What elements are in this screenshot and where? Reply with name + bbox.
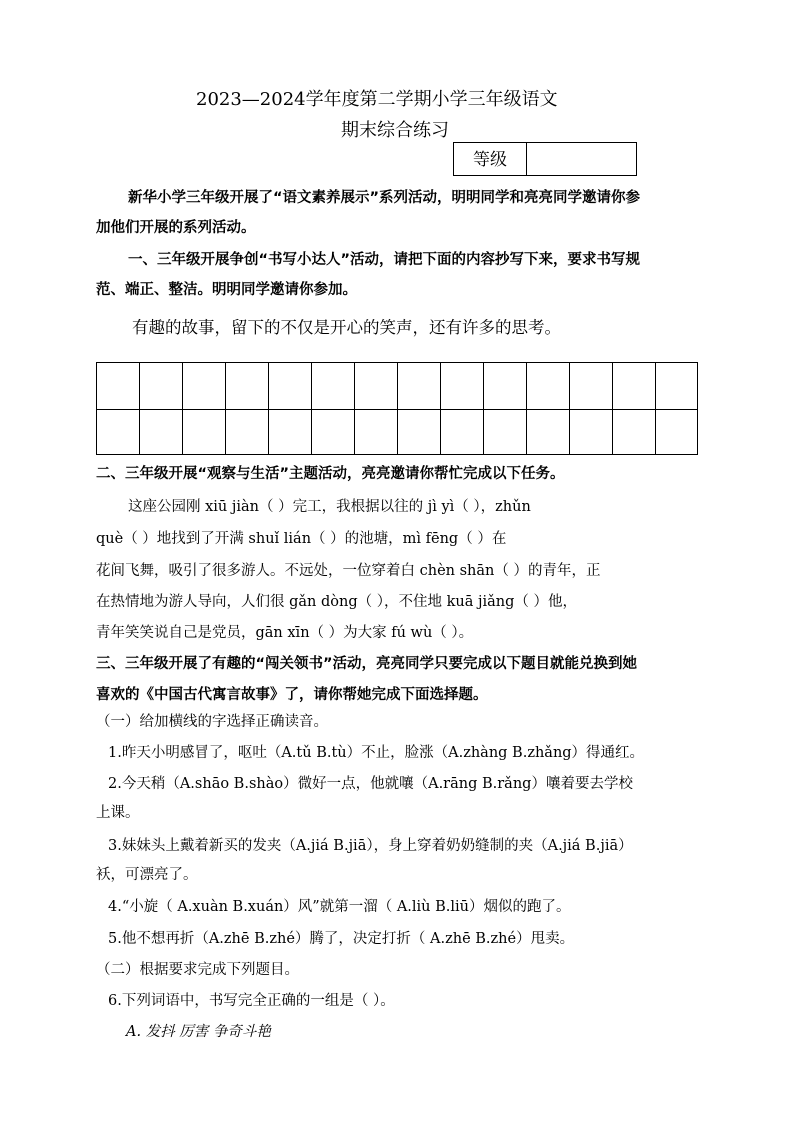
question-1: 1.昨天小明感冒了，呕吐（A.tǔ B.tù）不止，脸涨（A.zhàng B.zhǎng）得通红。 xyxy=(108,745,645,761)
grid-col-line xyxy=(569,363,570,454)
grid-col-line xyxy=(483,363,484,454)
section3-line1: 三、三年级开展了有趣的“闯关领书”活动，亮亮同学只要完成以下题目就能兑换到她 xyxy=(96,656,638,672)
section2-line: 花间飞舞，吸引了很多游人。不远处，一位穿着白 chèn shān（ ）的青年，正 xyxy=(96,563,601,579)
section2-line: 青年笑笑说自己是党员，gān xīn（ ）为大家 fú wù（ ）。 xyxy=(96,625,474,641)
grade-box xyxy=(453,142,637,176)
page-title-line1: 2023—2024学年度第二学期小学三年级语文 xyxy=(196,89,558,110)
question-3-line2: 袄，可漂亮了。 xyxy=(96,867,198,883)
page-title-line2: 期末综合练习 xyxy=(341,120,449,141)
grid-col-line xyxy=(397,363,398,454)
grid-col-line xyxy=(139,363,140,454)
intro-line1: 新华小学三年级开展了“语文素养展示”系列活动，明明同学和亮亮同学邀请你参 xyxy=(128,190,641,206)
grid-col-line xyxy=(612,363,613,454)
grid-col-line xyxy=(526,363,527,454)
grid-col-line xyxy=(182,363,183,454)
grid-col-line xyxy=(268,363,269,454)
section1-line2: 范、端正、整洁。明明同学邀请你参加。 xyxy=(96,282,357,298)
question-2-line1: 2.今天稍（A.shāo B.shào）微好一点，他就嚷（A.rāng B.rǎng）嚷着要去学校 xyxy=(108,776,633,792)
section2-line: 在热情地为游人导向，人们很 gǎn dòng（ ），不住地 kuā jiǎng（ ）他， xyxy=(96,594,577,610)
part2-heading: （二）根据要求完成下列题目。 xyxy=(96,962,299,978)
grid-col-line xyxy=(311,363,312,454)
grade-divider xyxy=(526,143,527,175)
section2-line: què（ ）地找到了开满 shuǐ lián（ ）的池塘，mì fēng（ ）在 xyxy=(96,531,507,547)
grid-col-line xyxy=(225,363,226,454)
section2-heading: 二、三年级开展“观察与生活”主题活动，亮亮邀请你帮忙完成以下任务。 xyxy=(96,466,565,482)
grid-col-line xyxy=(354,363,355,454)
grid-col-line xyxy=(440,363,441,454)
question-4: 4.“小旋（ A.xuàn B.xuán）风”就第一溜（ A.liù B.liū）烟似的跑了。 xyxy=(108,899,571,915)
question-6-option-a: A. 发抖 厉害 争奇斗艳 xyxy=(126,1024,271,1040)
copy-sentence: 有趣的故事，留下的不仅是开心的笑声，还有许多的思考。 xyxy=(132,318,561,337)
writing-grid[interactable] xyxy=(96,362,698,455)
intro-line2: 加他们开展的系列活动。 xyxy=(96,220,256,236)
grid-col-line xyxy=(655,363,656,454)
section3-line2: 喜欢的《中国古代寓言故事》了，请你帮她完成下面选择题。 xyxy=(96,687,488,703)
question-6: 6.下列词语中，书写完全正确的一组是（ ）。 xyxy=(108,993,395,1009)
part1-heading: （一）给加横线的字选择正确读音。 xyxy=(96,714,328,730)
question-3-line1: 3.妹妹头上戴着新买的发夹（A.jiá B.jiā），身上穿着奶奶缝制的夹（A.jiá B.jiā） xyxy=(108,838,633,854)
section2-line: 这座公园刚 xiū jiàn（ ）完工，我根据以往的 jì yì（ ），zhǔn xyxy=(128,499,531,515)
question-2-line2: 上课。 xyxy=(96,805,140,821)
grade-label: 等级 xyxy=(473,150,507,170)
question-5: 5.他不想再折（A.zhē B.zhé）腾了，决定打折（ A.zhē B.zhé）甩卖。 xyxy=(108,931,575,947)
section1-line1: 一、三年级开展争创“书写小达人”活动，请把下面的内容抄写下来，要求书写规 xyxy=(128,252,641,268)
